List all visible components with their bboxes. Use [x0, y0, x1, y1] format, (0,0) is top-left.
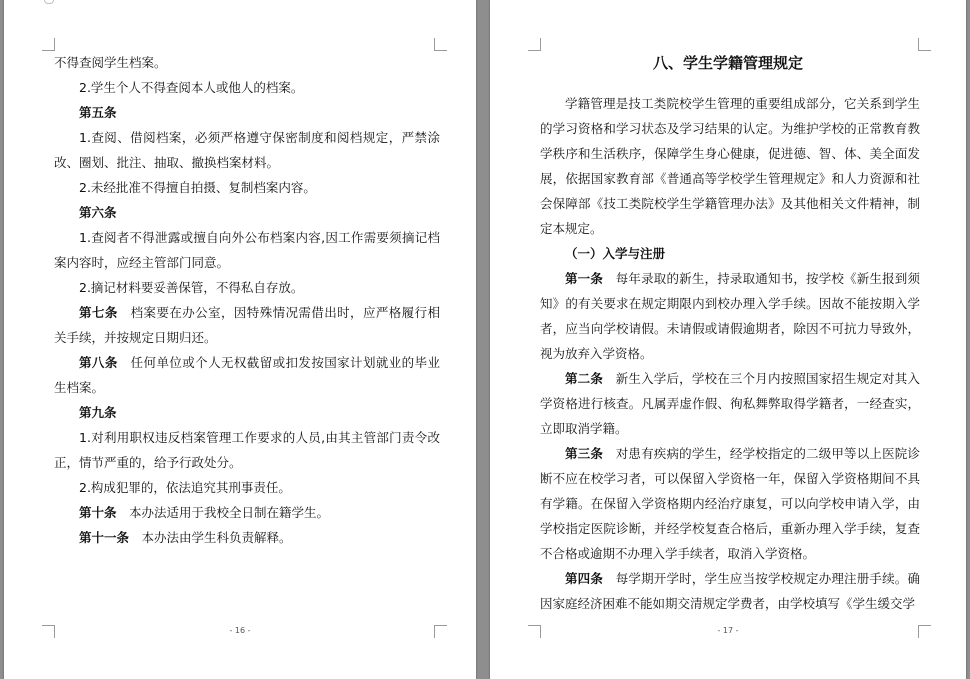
article-label: 第二条 [565, 371, 604, 386]
margin-corner-top-left [528, 38, 541, 51]
article-label: 第八条 [79, 355, 118, 370]
article-paragraph [540, 266, 920, 366]
article-label: 第七条 [79, 305, 118, 320]
article-label: 第九条 [79, 405, 117, 420]
page-16-body [54, 50, 440, 550]
article-paragraph [54, 525, 440, 550]
margin-corner-bottom-left [42, 625, 55, 638]
page-16 [4, 0, 476, 679]
article-text: 任何单位或个人无权截留或扣发按国家计划就业的毕业生档案。 [54, 355, 440, 395]
article-paragraph [540, 566, 920, 616]
paragraph: 2.构成犯罪的，依法追究其刑事责任。 [79, 480, 291, 495]
paragraph: 1.对利用职权违反档案管理工作要求的人员,由其主管部门责令改正，情节严重的，给予行政处分。 [54, 430, 440, 470]
article-text: 新生入学后，学校在三个月内按照国家招生规定对其入学资格进行核查。凡属弄虚作假、徇私舞弊取得学籍者，一经查实，立即取消学籍。 [540, 371, 920, 436]
article-paragraph [540, 366, 920, 441]
margin-corner-bottom-right [434, 625, 447, 638]
margin-corner-top-right [918, 38, 931, 51]
page-number: - 16 - [229, 626, 251, 635]
paragraph: 不得查阅学生档案。 [54, 55, 167, 70]
paragraph: 2.未经批准不得擅自拍摄、复制档案内容。 [79, 180, 316, 195]
paragraph: 1.查阅者不得泄露或擅自向外公布档案内容,因工作需要须摘记档案内容时，应经主管部门同意。 [54, 230, 440, 270]
article-label: 第四条 [565, 571, 604, 586]
article-text: 对患有疾病的学生，经学校指定的二级甲等以上医院诊断不应在校学习者，可以保留入学资格一年，保留入学资格期间不具有学籍。在保留入学资格期内经治疗康复，可以向学校申请入学，由学校指定医院诊断，并经学校复查合格后，重新办理入学手续，复查不合格或逾期不办理入学手续者，取消入学资格。 [540, 446, 920, 561]
article-paragraph [54, 350, 440, 400]
article-text: 档案要在办公室，因特殊情况需借出时，应严格履行相关手续，并按规定日期归还。 [54, 305, 440, 345]
article-paragraph [54, 300, 440, 350]
article-label: 第十一条 [79, 530, 130, 545]
paragraph: 2.学生个人不得查阅本人或他人的档案。 [79, 80, 304, 95]
article-label: 第十条 [79, 505, 117, 520]
page-17-body [540, 91, 920, 616]
article-heading [54, 400, 440, 425]
article-paragraph [540, 441, 920, 566]
page-top-marker [44, 0, 54, 4]
paragraph: 1.查阅、借阅档案，必须严格遵守保密制度和阅档规定，严禁涂改、圈划、批注、抽取、撤换档案材料。 [54, 130, 440, 170]
article-label: 第五条 [79, 105, 117, 120]
page-number: - 17 - [717, 626, 739, 635]
article-text: 每学期开学时，学生应当按学校规定办理注册手续。确因家庭经济困难不能如期交清规定学费者，由学校填写《学生缓交学 [540, 571, 920, 611]
article-label: 第三条 [565, 446, 604, 461]
section-heading: （一）入学与注册 [565, 246, 666, 261]
article-heading [54, 100, 440, 125]
article-label: 第一条 [565, 271, 604, 286]
margin-corner-bottom-right [918, 625, 931, 638]
article-text: 本办法适用于我校全日制在籍学生。 [116, 505, 330, 520]
paragraph: 学籍管理是技工类院校学生管理的重要组成部分，它关系到学生的学习资格和学习状态及学习结果的认定。为维护学校的正常教育教学秩序和生活秩序，保障学生身心健康，促进德、智、体、美全面发展，依据国家教育部《普通高等学校学生管理规定》和人力资源和社会保障部《技工类院校学生学籍管理办法》及其他相关文件精神，制定本规定。 [540, 96, 920, 236]
article-text: 本办法由学生科负责解释。 [129, 530, 292, 545]
article-paragraph [54, 500, 440, 525]
article-heading [54, 200, 440, 225]
article-text: 每年录取的新生，持录取通知书，按学校《新生报到须知》的有关要求在规定期限内到校办理入学手续。因故不能按期入学者，应当向学校请假。未请假或请假逾期者，除因不可抗力导致外，视为放弃入学资格。 [540, 271, 920, 361]
article-label: 第六条 [79, 205, 117, 220]
margin-corner-bottom-left [528, 625, 541, 638]
page-17 [490, 0, 966, 679]
paragraph: 2.摘记材料要妥善保管，不得私自存放。 [79, 280, 304, 295]
document-title: 八、学生学籍管理规定 [652, 54, 803, 72]
